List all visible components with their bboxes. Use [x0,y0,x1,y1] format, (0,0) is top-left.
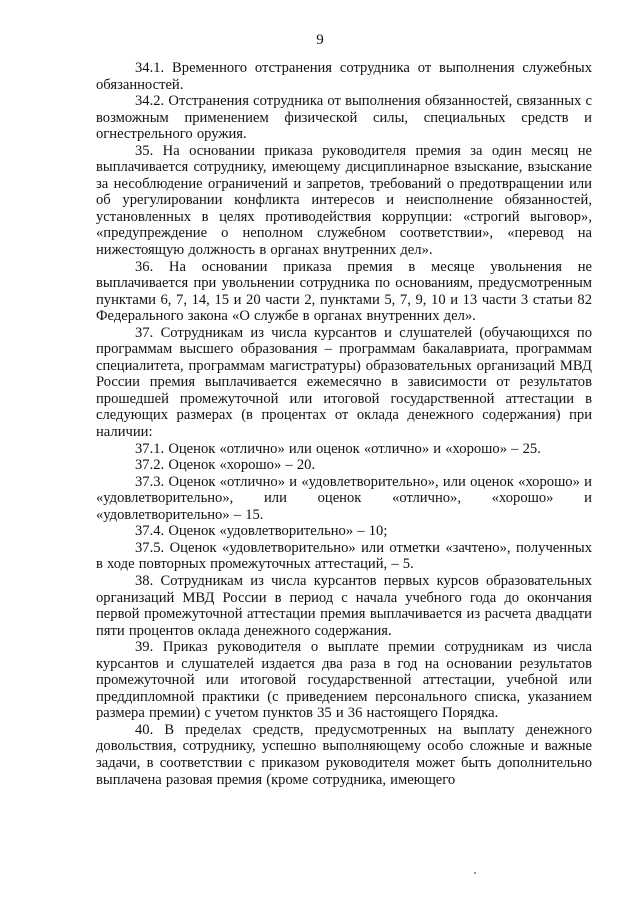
paragraph-34-1: 34.1. Временного отстранения сотрудника от выполнения служебных обязанностей. [96,60,592,93]
paragraph-40: 40. В пределах средств, предусмотренных на выплату денежного довольствия, сотруднику, успешно выполняющему особо сложные и важные задачи, в соответствии с приказом руководителя может быть дополнительно выплачена разовая премия (кроме сотрудника, имеющего [96,721,592,788]
document-body [96,60,592,788]
paragraph-39: 39. Приказ руководителя о выплате премии сотрудникам из числа курсантов и слушателей издается два раза в год на основании результатов промежуточной или итоговой государственной аттестации, учебной или преддипломной практики (с приведением персонального списка, указанием размера премии) с учетом пунктов 35 и 36 настоящего Порядка. [96,639,592,722]
paragraph-34-2: 34.2. Отстранения сотрудника от выполнения обязанностей, связанных с возможным применением физической силы, специальных средств и огнестрельного оружия. [96,93,592,143]
paragraph-37-5: 37.5. Оценок «удовлетворительно» или отметки «зачтено», полученных в ходе повторных промежуточных аттестаций, – 5. [96,539,592,573]
paragraph-38: 38. Сотрудникам из числа курсантов первых курсов образовательных организаций МВД России в период с начала учебного года до окончания первой промежуточной аттестации премия выплачивается из расчета двадцати пяти процентов оклада денежного содержания. [96,572,592,639]
scan-speck [474,872,476,874]
paragraph-37-4: 37.4. Оценок «удовлетворительно» – 10; [135,523,388,540]
paragraph-37-3: 37.3. Оценок «отлично» и «удовлетворительно», или оценок «хорошо» и «удовлетворительно», или оценок «отлично», «хорошо» и «удовлетворительно» – 15. [96,473,592,523]
paragraph-37-2: 37.2. Оценок «хорошо» – 20. [135,457,316,474]
paragraph-35: 35. На основании приказа руководителя премия за один месяц не выплачивается сотруднику, имеющему дисциплинарное взыскание, взыскание за несоблюдение ограничений и запретов, требований о предотвращении или об урегулировании конфликта интересов и неисполнение обязанностей, установленных в целях противодействия коррупции: «строгий выговор», «предупреждение о неполном служебном соответствии», «перевод на нижестоящую должность в органах внутренних дел». [96,142,592,259]
paragraph-36: 36. На основании приказа премия в месяце увольнения не выплачивается при увольнении сотрудника по основаниям, предусмотренным пунктами 6, 7, 14, 15 и 20 части 2, пунктами 5, 7, 9, 10 и 13 части 3 статьи 82 Федерального закона «О службе в органах внутренних дел». [96,258,592,325]
page-number: 9 [316,32,324,48]
paragraph-37-1: 37.1. Оценок «отлично» или оценок «отлично» и «хорошо» – 25. [135,440,541,457]
paragraph-37: 37. Сотрудникам из числа курсантов и слушателей (обучающихся по программам высшего образования – программам бакалавриата, программам специалитета, программам магистратуры) образовательных организаций МВД России премия выплачивается ежемесячно в зависимости от результатов прошедшей промежуточной или итоговой государственной аттестации в следующих размерах (в процентах от оклада денежного содержания) при наличии: [96,324,592,441]
